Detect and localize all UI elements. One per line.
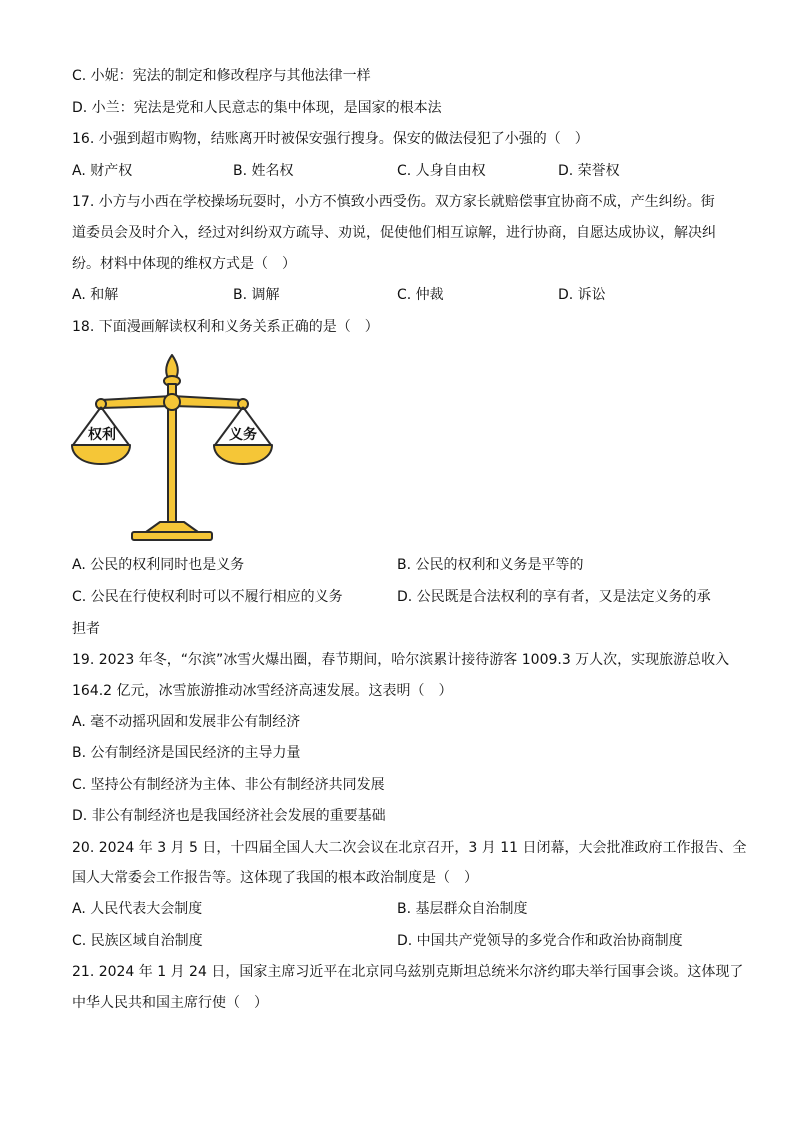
- q17-option-d: D. 诉讼: [558, 287, 606, 303]
- q17-option-b: B. 调解: [233, 287, 280, 303]
- q18-option-d: D. 公民既是合法权利的享有者，又是法定义务的承: [397, 589, 711, 605]
- q20-option-b: B. 基层群众自治制度: [397, 901, 528, 917]
- q18-option-b: B. 公民的权利和义务是平等的: [397, 557, 584, 573]
- q19-option-c: C. 坚持公有制经济为主体、非公有制经济共同发展: [72, 777, 385, 793]
- q17-stem-line-2: 道委员会及时介入，经过对纠纷双方疏导、劝说，促使他们相互谅解，进行协商，自愿达成协议，解决纠: [72, 225, 716, 241]
- q18-option-c: C. 公民在行使权利时可以不履行相应的义务: [72, 589, 343, 605]
- q21-stem-line-2: 中华人民共和国主席行使（ ）: [72, 995, 268, 1011]
- q16-option-d: D. 荣誉权: [558, 163, 620, 179]
- q17-stem-line-1: 17. 小方与小西在学校操场玩耍时，小方不慎致小西受伤。双方家长就赔偿事宜协商不成，产生纠纷。街: [72, 194, 715, 210]
- q20-stem-line-2: 国人大常委会工作报告等。这体现了我国的根本政治制度是（ ）: [72, 870, 478, 886]
- q16-option-b: B. 姓名权: [233, 163, 294, 179]
- q16-option-a: A. 财产权: [72, 163, 133, 179]
- q20-option-d: D. 中国共产党领导的多党合作和政治协商制度: [397, 933, 683, 949]
- q15-option-d: D. 小兰：宪法是党和人民意志的集中体现，是国家的根本法: [72, 100, 442, 116]
- q18-stem: 18. 下面漫画解读权利和义务关系正确的是（ ）: [72, 319, 379, 335]
- q20-stem-line-1: 20. 2024 年 3 月 5 日，十四届全国人大二次会议在北京召开，3 月 11 日闭幕，大会批准政府工作报告、全: [72, 840, 747, 856]
- q18-option-a: A. 公民的权利同时也是义务: [72, 557, 245, 573]
- q16-option-c: C. 人身自由权: [397, 163, 486, 179]
- q17-option-a: A. 和解: [72, 287, 119, 303]
- q19-stem-line-2: 164.2 亿元，冰雪旅游推动冰雪经济高速发展。这表明（ ）: [72, 683, 453, 699]
- q20-option-a: A. 人民代表大会制度: [72, 901, 203, 917]
- q18-option-d-continued: 担者: [72, 621, 100, 637]
- q16-stem: 16. 小强到超市购物，结账离开时被保安强行搜身。保安的做法侵犯了小强的（ ）: [72, 131, 589, 147]
- left-pan-label: 权利: [88, 427, 116, 443]
- q17-stem-line-3: 纷。材料中体现的维权方式是（ ）: [72, 256, 296, 272]
- balance-scale-figure: [70, 352, 275, 544]
- q21-stem-line-1: 21. 2024 年 1 月 24 日，国家主席习近平在北京同乌兹别克斯坦总统米尔济约耶夫举行国事会谈。这体现了: [72, 964, 744, 980]
- q15-option-c: C. 小妮：宪法的制定和修改程序与其他法律一样: [72, 68, 371, 84]
- q20-option-c: C. 民族区域自治制度: [72, 933, 203, 949]
- q19-option-d: D. 非公有制经济也是我国经济社会发展的重要基础: [72, 808, 386, 824]
- balance-scale-icon: [70, 352, 275, 544]
- right-pan-label: 义务: [229, 427, 257, 443]
- q19-option-b: B. 公有制经济是国民经济的主导力量: [72, 745, 301, 761]
- q19-option-a: A. 毫不动摇巩固和发展非公有制经济: [72, 714, 301, 730]
- q19-stem-line-1: 19. 2023 年冬，“尔滨”冰雪火爆出圈，春节期间，哈尔滨累计接待游客 1009.3 万人次，实现旅游总收入: [72, 652, 730, 668]
- q17-option-c: C. 仲裁: [397, 287, 444, 303]
